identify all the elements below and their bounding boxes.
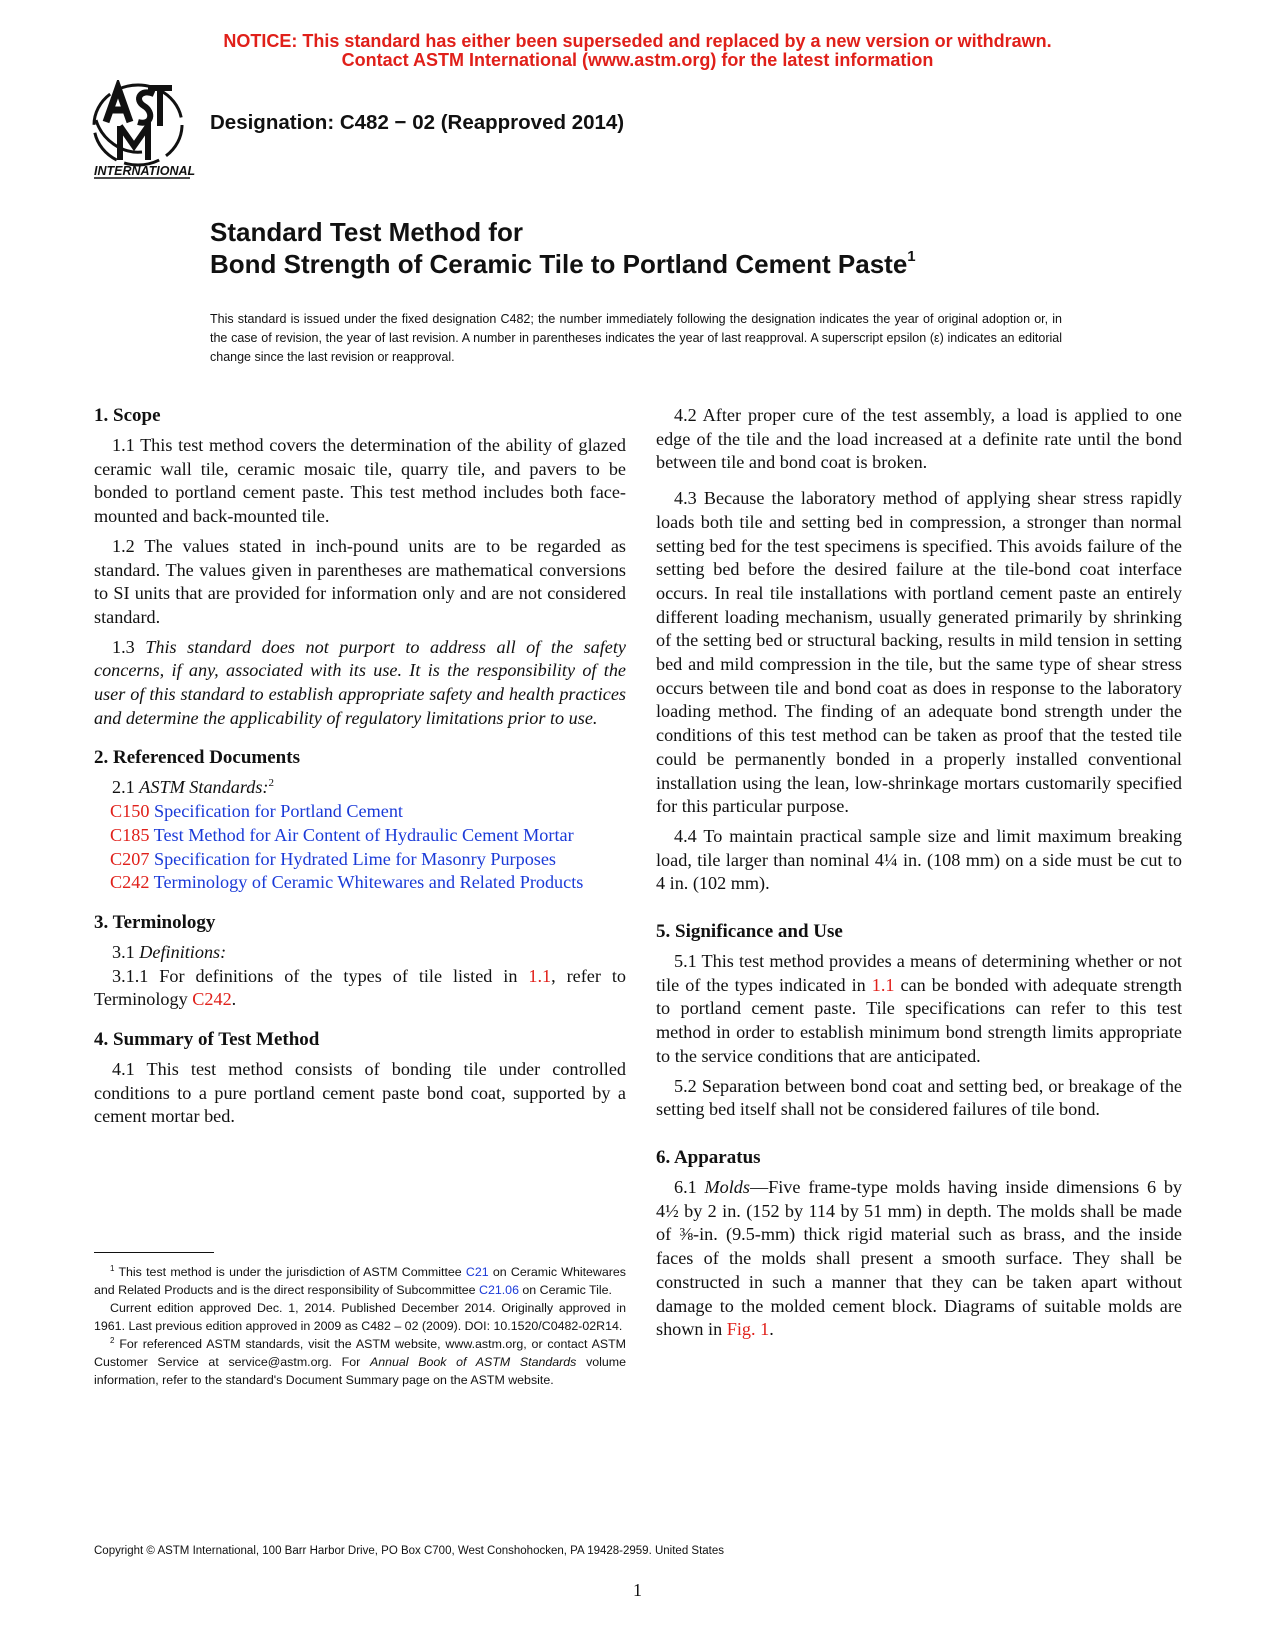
section-heading-scope: 1. Scope [94, 405, 161, 426]
paragraph-1-1: 1.1 This test method covers the determination of the ability of glazed ceramic wall tile, ceramic mosaic tile, quarry tile, and pavers to be bonded to portland cement paste. This test method includes both face-mounted and back-mounted tile. [94, 435, 626, 527]
paragraph-1-2: 1.2 The values stated in inch-pound units are to be regarded as standard. The values given in parentheses are mathematical conversions to SI units that are provided for information only and are not considered standard. [94, 535, 626, 627]
paragraph-6-1 [656, 1176, 1182, 1342]
molds-term: Molds [704, 1176, 750, 1197]
copyright-line: Copyright © ASTM International, 100 Barr Harbor Drive, PO Box C700, West Conshohocken, PA 19428-2959. United States [94, 1545, 725, 1557]
astm-international-logo [92, 80, 200, 180]
footnote-1-text-3: on Ceramic Tile. [518, 1283, 612, 1297]
paragraph-3-1-1-text-2: , refer to Terminology [94, 965, 626, 1010]
reference-title[interactable]: Specification for Hydrated Lime for Masonry Purposes [153, 848, 557, 869]
link-c242[interactable]: C242 [192, 989, 232, 1010]
section-heading-referenced-documents: 2. Referenced Documents [94, 747, 300, 769]
paragraph-3-1-1-text: 3.1.1 For definitions of the types of tile listed in [112, 965, 529, 986]
issuance-statement: This standard is issued under the fixed designation C482; the number immediately following the designation indicates the year of original adoption or, in the case of revision, the year of last revision. A number in parentheses indicates the year of last reapproval. A superscript epsilon (ε) indicates an editorial change since the last revision or reapproval. [210, 312, 1062, 364]
footnote-1-current-edition: Current edition approved Dec. 1, 2014. Published December 2014. Originally approved in 1961. Last previous edition approved in 2009 as C482 – 02 (2009). DOI: 10.1520/C0482-02R14. [94, 1301, 626, 1333]
paragraph-6-1-text: —Five frame-type molds having inside dimensions 6 by 4½ by 2 in. (152 by 114 by 51 mm) in depth. The molds shall be made of ⅜-in. (9.5-mm) thick rigid material such as brass, and the inside faces of the molds shall present a smooth surface. They shall be constructed in such a manner that they can be taken apart without damage to the molded cement block. Diagrams of suitable molds are shown in [656, 1176, 1183, 1340]
paragraph-3-1-1 [94, 965, 626, 1012]
footnote-2-italic: Annual Book of ASTM Standards [369, 1355, 577, 1369]
reference-code[interactable]: C150 [110, 801, 150, 822]
paragraph-5-1-text: 5.1 This test method provides a means of determining whether or not tile of the types indicated in [656, 951, 1182, 995]
paragraph-5-1 [656, 950, 1182, 1069]
footnote-1 [94, 1263, 626, 1299]
link-subcommittee-c21-06[interactable]: C21.06 [479, 1283, 519, 1297]
logo-text: INTERNATIONAL [94, 164, 196, 178]
footnote-1-mark: 1 [110, 1264, 115, 1273]
paragraph-6-1-number: 6.1 [674, 1176, 697, 1197]
paragraph-5-1-text-2: can be bonded with adequate strength to portland cement paste. Tile specifications can refer to this test method in order to establish minimum bond strength limits appropriate to the service conditions that are anticipated. [656, 974, 1182, 1066]
section-heading-significance: 5. Significance and Use [656, 921, 843, 943]
supersession-notice [0, 32, 1275, 70]
footnote-1-text: This test method is under the jurisdiction of ASTM Committee [114, 1265, 466, 1279]
paragraph-4-1: 4.1 This test method consists of bonding tile under controlled conditions to a pure portland cement paste bond coat, supported by a cement mortar bed. [94, 1059, 626, 1127]
paragraph-1-3-text: This standard does not purport to address all of the safety concerns, if any, associated with its use. It is the responsibility of the user of this standard to establish appropriate safety and health practices and determine the applicability of regulatory limitations prior to use. [94, 636, 627, 728]
definitions-label: Definitions: [139, 941, 227, 962]
footnote-2-mark: 2 [110, 1336, 115, 1345]
section-heading-summary: 4. Summary of Test Method [94, 1029, 320, 1051]
paragraph-3-1-1-end: . [231, 989, 237, 1010]
footnote-2 [94, 1335, 626, 1389]
reference-title[interactable]: Terminology of Ceramic Whitewares and Related Products [153, 872, 584, 893]
paragraph-2-1 [94, 776, 626, 800]
paragraph-5-2: 5.2 Separation between bond coat and setting bed, or breakage of the setting bed itself shall not be considered failures of tile bond. [656, 1075, 1182, 1120]
designation: Designation: C482 − 02 (Reapproved 2014) [210, 111, 625, 134]
title-line-1: Standard Test Method for [210, 217, 523, 247]
reference-c150[interactable] [94, 800, 626, 824]
reference-c185[interactable] [94, 824, 626, 848]
section-heading-terminology: 3. Terminology [94, 911, 216, 933]
reference-title[interactable]: Specification for Portland Cement [153, 801, 403, 822]
link-section-1-1[interactable]: 1.1 [871, 974, 895, 995]
paragraph-1-3-number: 1.3 [112, 636, 135, 657]
paragraph-3-1 [94, 941, 626, 965]
footnote-divider [94, 1252, 214, 1253]
paragraph-4-4: 4.4 To maintain practical sample size and limit maximum breaking load, tile larger than nominal 4¼ in. (108 mm) on a side must be cut to 4 in. (102 mm). [656, 825, 1182, 894]
reference-c242[interactable] [94, 871, 626, 895]
reference-title[interactable]: Test Method for Air Content of Hydraulic Cement Mortar [153, 824, 574, 845]
section-heading-apparatus: 6. Apparatus [656, 1146, 761, 1168]
reference-code[interactable]: C242 [110, 872, 150, 893]
link-section-1-1[interactable]: 1.1 [528, 965, 552, 986]
astm-standards-label: ASTM Standards: [139, 777, 269, 798]
footnote-1-text-2: on Ceramic Whitewares and Related Products and is the direct responsibility of Subcommittee [94, 1265, 626, 1297]
notice-line-1: NOTICE: This standard has either been superseded and replaced by a new version or withdrawn. [223, 31, 1052, 51]
footnotes [94, 1263, 626, 1389]
link-committee-c21[interactable]: C21 [465, 1265, 489, 1279]
reference-c207[interactable] [94, 848, 626, 872]
document-title [210, 216, 916, 280]
footnote-2-text-2: volume information, refer to the standard's Document Summary page on the ASTM website. [94, 1355, 627, 1387]
notice-line-2: Contact ASTM International (www.astm.org) for the latest information [341, 50, 934, 70]
footnote-mark-2: 2 [268, 777, 274, 790]
paragraph-4-3: 4.3 Because the laboratory method of applying shear stress rapidly loads both tile and setting bed in compression, a stronger than normal setting bed for the test specimens is specified. This avoids failure of the setting bed before the desired failure at the tile-bond coat interface occurs. In real tile installations with portland cement paste an entirely different loading mechanism, usually generated primarily by shrinking of the setting bed or structural backing, results in mild tension in setting bed and mild compression in the tile, but the same type of shear stress occurs between tile and bond coat as does in response to the laboratory loading method. The finding of an adequate bond strength under the conditions of this test method can be taken as proof that the tested tile could be permanently bonded in a properly installed conventional installation using the lean, low-shrinkage mortars customarily specified for this particular purpose. [656, 488, 1182, 817]
paragraph-3-1-number: 3.1 [112, 941, 135, 962]
page-number: 1 [633, 1580, 642, 1600]
title-footnote-mark: 1 [907, 248, 916, 265]
left-column [94, 404, 626, 1129]
paragraph-4-2: 4.2 After proper cure of the test assembly, a load is applied to one edge of the tile and the load increased at a definite rate until the bond between tile and bond coat is broken. [656, 405, 1182, 473]
paragraph-6-1-end: . [769, 1319, 774, 1340]
paragraph-2-1-number: 2.1 [112, 777, 135, 798]
footnote-2-text: For referenced ASTM standards, visit the ASTM website, www.astm.org, or contact ASTM Customer Service at service@astm.org. For [94, 1337, 626, 1369]
astm-logo-icon [92, 80, 200, 180]
right-column [656, 404, 1182, 1342]
reference-code[interactable]: C185 [110, 824, 150, 845]
title-line-2: Bond Strength of Ceramic Tile to Portland Cement Paste [210, 249, 908, 279]
reference-code[interactable]: C207 [110, 848, 150, 869]
paragraph-1-3 [94, 636, 626, 731]
link-fig-1[interactable]: Fig. 1 [726, 1319, 770, 1340]
